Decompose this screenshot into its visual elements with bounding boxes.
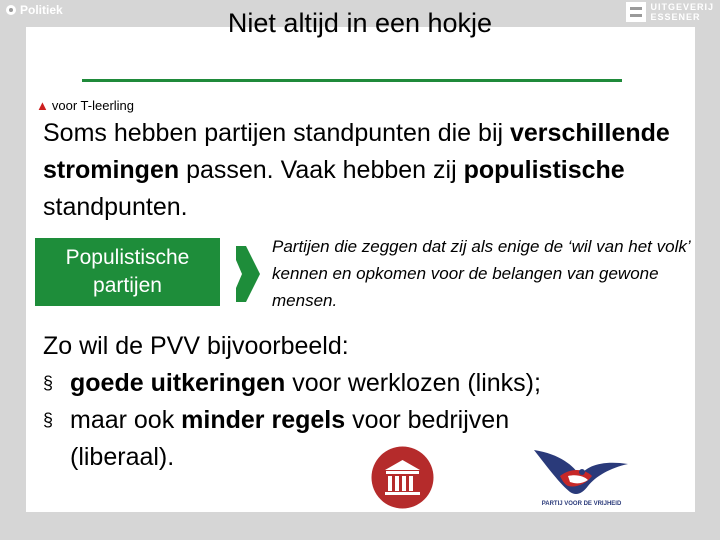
subject-text: Politiek	[20, 3, 63, 17]
bullet-icon: §	[43, 410, 54, 430]
intro-paragraph	[43, 115, 683, 226]
pvv-logo	[530, 446, 633, 509]
intro-bold-1: verschillende stromingen	[43, 119, 670, 184]
triangle-icon: ▲	[36, 98, 49, 113]
populist-parties-box	[35, 238, 220, 306]
example-intro: Zo wil de PVV bijvoorbeeld:	[43, 332, 349, 360]
box-line-1: Populistische	[65, 246, 190, 269]
bullet-text: voor werklozen (links);	[285, 369, 541, 397]
publisher-line-1: UITGEVERIJ	[650, 2, 714, 12]
publisher-line-2: ESSENER	[650, 12, 701, 22]
level-indicator	[36, 98, 134, 113]
intro-text-2: passen. Vaak hebben zij	[179, 156, 464, 184]
government-building-logo	[371, 446, 434, 509]
intro-text-1: Soms hebben partijen standpunten die bij	[43, 119, 510, 147]
bullet-continuation: (liberaal).	[70, 443, 175, 471]
bullet-text: voor bedrijven	[345, 406, 510, 434]
level-label: voor T-leerling	[51, 98, 135, 113]
intro-text-3: standpunten.	[43, 193, 188, 221]
bullet-pre: maar ook	[70, 406, 182, 434]
title-underline	[82, 79, 622, 82]
list-item	[43, 402, 683, 439]
bullet-bold: goede uitkeringen	[70, 369, 286, 397]
slide-title: Niet altijd in een hokje	[227, 8, 493, 38]
intro-bold-2: populistische	[463, 156, 625, 184]
arrow-right-icon	[232, 244, 262, 304]
dove-icon	[530, 446, 633, 501]
definition-text: Partijen die zeggen dat zij als enige de ‘wil van het volk’ kennen en opkomen voor de belangen van gewone mensen.	[272, 237, 690, 310]
list-item	[43, 365, 683, 402]
box-line-2: partijen	[93, 274, 162, 297]
bullet-bold: minder regels	[181, 406, 346, 434]
bullet-icon: §	[43, 373, 54, 393]
pvv-logo-text: PARTIJ VOOR DE VRIJHEID	[541, 501, 622, 507]
